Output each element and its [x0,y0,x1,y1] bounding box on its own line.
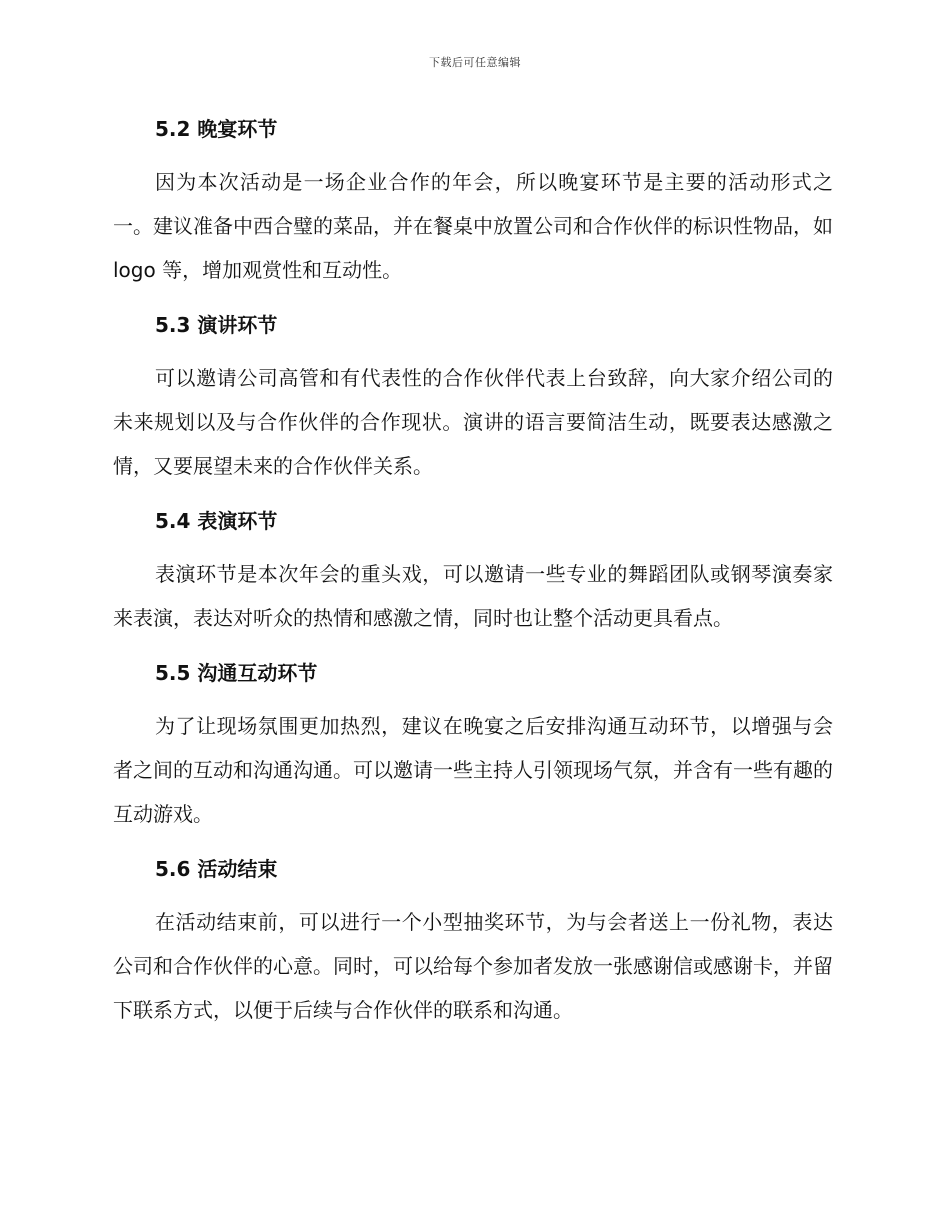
document-body [113,110,833,1046]
section-heading: 5.2 晚宴环节 [155,117,278,141]
section-paragraph: 表演环节是本次年会的重头戏，可以邀请一些专业的舞蹈团队或钢琴演奏家来表演，表达对听众的热情和感激之情，同时也让整个活动更具看点。 [113,562,833,630]
page-header-note: 下载后可任意编辑 [429,56,521,69]
section-heading: 5.6 活动结束 [155,857,278,881]
section-paragraph: 因为本次活动是一场企业合作的年会，所以晚宴环节是主要的活动形式之一。建议准备中西合璧的菜品，并在餐桌中放置公司和合作伙伴的标识性物品，如 logo 等，增加观赏性和互动性。 [113,170,833,282]
section-heading: 5.4 表演环节 [155,509,278,533]
section-paragraph: 可以邀请公司高管和有代表性的合作伙伴代表上台致辞，向大家介绍公司的未来规划以及与合作伙伴的合作现状。演讲的语言要简洁生动，既要表达感激之情，又要展望未来的合作伙伴关系。 [113,366,833,478]
section-heading: 5.5 沟通互动环节 [155,661,318,685]
section-paragraph: 在活动结束前，可以进行一个小型抽奖环节，为与会者送上一份礼物，表达公司和合作伙伴的心意。同时，可以给每个参加者发放一张感谢信或感谢卡，并留下联系方式，以便于后续与合作伙伴的联系和沟通。 [113,910,833,1022]
section-paragraph: 为了让现场氛围更加热烈，建议在晚宴之后安排沟通互动环节，以增强与会者之间的互动和沟通沟通。可以邀请一些主持人引领现场气氛，并含有一些有趣的互动游戏。 [113,714,833,826]
section-heading: 5.3 演讲环节 [155,313,278,337]
